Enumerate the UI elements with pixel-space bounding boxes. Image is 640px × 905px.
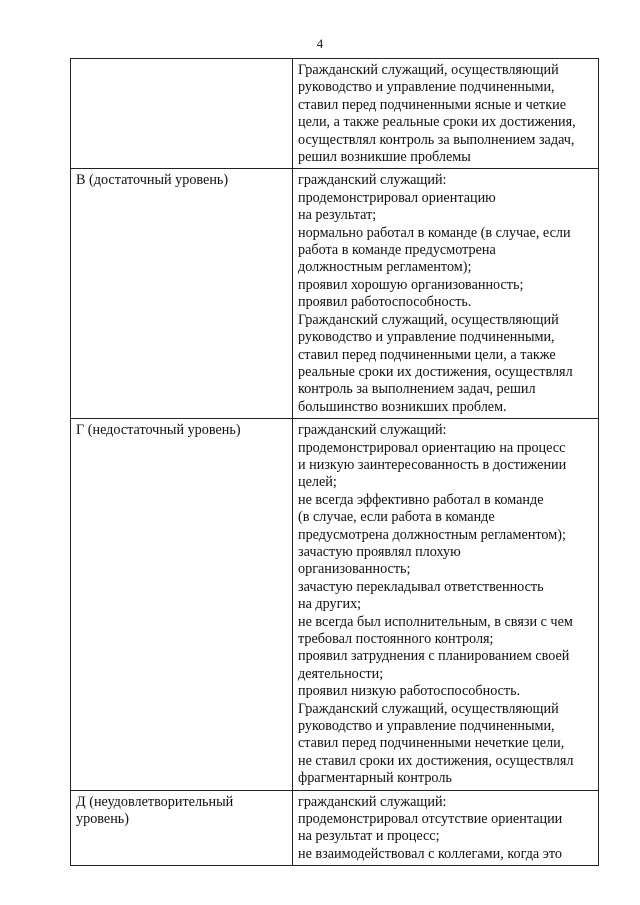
description-text-line: деятельности; [298,665,384,682]
evaluation-criteria-table [70,58,599,866]
description-text-line: на других; [298,596,362,613]
level-cell [71,790,293,866]
description-text-line: не взаимодействовал с коллегами, когда это [298,845,562,862]
description-text-line: (в случае, если работа в команде [298,509,495,526]
description-text-line: продемонстрировал ориентацию на процесс [298,439,566,456]
table-body [71,59,599,866]
description-text-line: работа в команде предусмотрена [298,242,496,259]
description-text-line: большинство возникших проблем. [298,398,507,415]
description-text-line: не ставил сроки их достижения, осуществлял [298,752,574,769]
description-text-line: руководство и управление подчиненными, [298,329,555,346]
description-text-line: цели, а также реальные сроки их достижения, [298,114,576,131]
description-text-line: Гражданский служащий, осуществляющий [298,62,559,78]
level-text-line: В (достаточный уровень) [76,172,229,189]
level-text-line: уровень) [76,811,129,828]
description-text-line: целей; [298,474,337,491]
description-text-line: и низкую заинтересованность в достижении [298,456,567,473]
description-text-line: проявил работоспособность. [298,294,472,311]
table-row [71,419,599,791]
description-text-line: должностным регламентом); [298,259,472,276]
description-text-line: гражданский служащий: [298,793,447,810]
level-text-line: Д (неудовлетворительный [76,793,234,810]
description-text-line: организованность; [298,561,411,578]
table-row [71,59,599,169]
description-text-line: требовал постоянного контроля; [298,631,494,647]
description-text-line: продемонстрировал отсутствие ориентации [298,811,563,828]
description-cell [293,169,599,419]
description-text-line: гражданский служащий: [298,422,447,439]
description-text-line: контроль за выполнением задач, решил [298,381,536,398]
description-text-line: ставил перед подчиненными цели, а также [298,346,556,363]
description-text-line: руководство и управление подчиненными, [298,79,555,96]
description-cell [293,419,599,791]
description-text-line: Гражданский служащий, осуществляющий [298,311,559,328]
description-cell [293,790,599,866]
level-cell [71,59,293,169]
description-text-line: Гражданский служащий, осуществляющий [298,700,559,717]
level-cell [71,169,293,419]
table-row [71,790,599,866]
description-text-line: не всегда был исполнительным, в связи с чем [298,613,573,630]
description-text-line: зачастую перекладывал ответственность [298,578,544,595]
level-cell [71,419,293,791]
description-cell [293,59,599,169]
level-text-line: Г (недостаточный уровень) [76,422,241,439]
description-text-line: на результат; [298,207,377,224]
table-row [71,169,599,419]
description-text-line: зачастую проявлял плохую [298,543,461,560]
description-text-line: нормально работал в команде (в случае, если [298,224,571,241]
description-text-line: фрагментарный контроль [298,770,452,787]
description-text-line: гражданский служащий: [298,172,447,189]
description-text-line: решил возникшие проблемы [298,149,471,166]
description-text-line: проявил низкую работоспособность. [298,683,521,700]
description-text-line: на результат и процесс; [298,828,440,845]
description-text-line: руководство и управление подчиненными, [298,718,555,735]
description-text-line: проявил затруднения с планированием своей [298,648,570,665]
description-text-line: ставил перед подчиненными нечеткие цели, [298,735,565,752]
description-text-line: предусмотрена должностным регламентом); [298,526,566,543]
description-text-line: продемонстрировал ориентацию [298,189,496,206]
description-text-line: ставил перед подчиненными ясные и четкие [298,96,567,113]
page-number: 4 [316,36,324,51]
description-text-line: не всегда эффективно работал в команде [298,491,544,508]
description-text-line: проявил хорошую организованность; [298,276,524,293]
description-text-line: осуществлял контроль за выполнением задач, [298,131,575,148]
description-text-line: реальные сроки их достижения, осуществлял [298,363,573,380]
